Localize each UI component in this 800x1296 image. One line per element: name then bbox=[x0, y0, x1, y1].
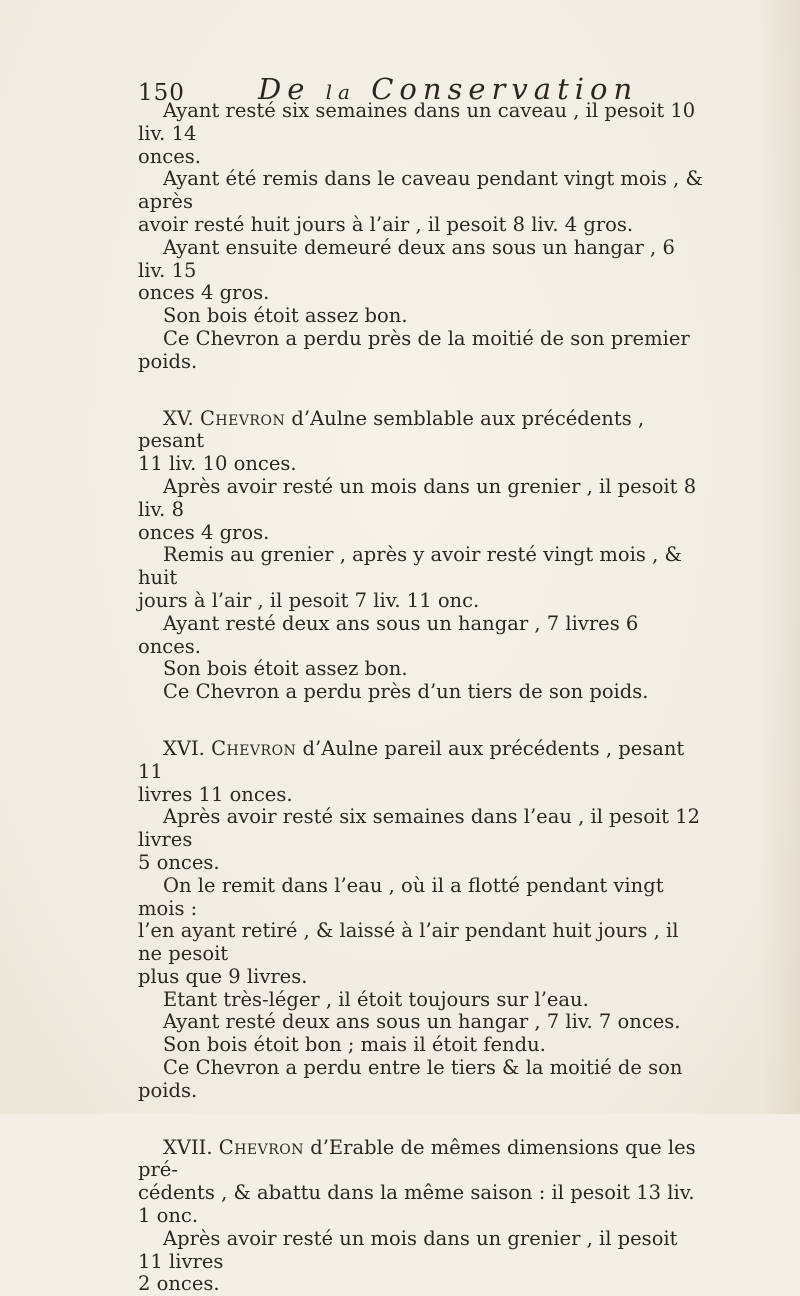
paragraph-2 bbox=[138, 168, 704, 236]
body-text bbox=[138, 100, 704, 1296]
line: onces 4 gros. bbox=[138, 281, 270, 305]
section-keyword: Chevron bbox=[218, 1135, 305, 1159]
title-word-la: la bbox=[325, 80, 356, 104]
line: onces. bbox=[138, 144, 201, 168]
section-numeral: XVI. bbox=[163, 736, 205, 760]
line: Ayant resté deux ans sous un hangar , 7 livres 6 onces. bbox=[138, 611, 639, 658]
line: avoir resté huit jours à l’air , il pesoit 8 liv. 4 gros. bbox=[138, 212, 634, 236]
section-heading-line bbox=[138, 738, 704, 784]
line: 5 onces. bbox=[138, 850, 220, 874]
section-numeral: XV. bbox=[163, 406, 194, 430]
line: Ce Chevron a perdu près d’un tiers de son poids. bbox=[163, 680, 649, 704]
section-numeral: XVII. bbox=[163, 1135, 213, 1159]
paragraph-4 bbox=[138, 305, 704, 328]
paragraph-5 bbox=[138, 328, 704, 374]
section-keyword: Chevron bbox=[211, 736, 297, 760]
page-number: 150 bbox=[138, 80, 185, 106]
line: d’Aulne pareil aux précédents , pesant 11 bbox=[138, 736, 685, 783]
line: Ayant été remis dans le caveau pendant vingt mois , & après bbox=[138, 167, 703, 214]
section-gap bbox=[138, 374, 704, 408]
line: Après avoir resté six semaines dans l’eau , il pesoit 12 livres bbox=[138, 805, 701, 852]
page-edge-shading bbox=[760, 0, 800, 1114]
line: Ayant resté deux ans sous un hangar , 7 liv. 7 onces. bbox=[163, 1010, 681, 1034]
line: d’Aulne semblable aux précédents , pesant bbox=[138, 406, 645, 453]
line: onces 4 gros. bbox=[138, 520, 270, 544]
line: cédents , & abattu dans la même saison : il pesoit 13 liv. 1 onc. bbox=[138, 1181, 695, 1228]
section-gap bbox=[138, 704, 704, 738]
title-word-de: De bbox=[258, 72, 311, 106]
line: jours à l’air , il pesoit 7 liv. 11 onc. bbox=[138, 588, 480, 612]
paragraph-1 bbox=[138, 100, 704, 168]
section-xv bbox=[138, 408, 704, 704]
line: Ayant ensuite demeuré deux ans sous un hangar , 6 liv. 15 bbox=[138, 235, 675, 282]
line: Ayant resté six semaines dans un caveau , il pesoit 10 liv. 14 bbox=[138, 99, 696, 145]
line: Son bois étoit assez bon. bbox=[163, 304, 408, 328]
line: Ce Chevron a perdu près de la moitié de son premier bbox=[163, 326, 690, 350]
paragraph-3 bbox=[138, 237, 704, 305]
section-xvii bbox=[138, 1137, 704, 1296]
line: Son bois étoit assez bon. bbox=[163, 657, 408, 681]
title-word-conservation: Conservation bbox=[371, 72, 639, 106]
line: On le remit dans l’eau , où il a flotté pendant vingt mois : bbox=[138, 873, 664, 920]
section-heading-line bbox=[138, 408, 704, 454]
line: Ce Chevron a perdu entre le tiers & la moitié de son poids. bbox=[138, 1056, 683, 1102]
line: livres 11 onces. bbox=[138, 782, 293, 806]
section-xvi bbox=[138, 738, 704, 1103]
line: Après avoir resté un mois dans un grenier , il pesoit 8 liv. 8 bbox=[138, 474, 697, 521]
section-heading-line bbox=[138, 1137, 704, 1183]
line: Après avoir resté un mois dans un grenier , il pesoit 11 livres bbox=[138, 1226, 678, 1273]
line: plus que 9 livres. bbox=[138, 964, 308, 988]
line: Son bois étoit bon ; mais il étoit fendu. bbox=[163, 1033, 546, 1057]
line: Remis au grenier , après y avoir resté vingt mois , & huit bbox=[138, 543, 682, 590]
line: Etant très-léger , il étoit toujours sur l’eau. bbox=[163, 987, 589, 1011]
section-gap bbox=[138, 1103, 704, 1137]
line: l’en ayant retiré , & laissé à l’air pendant huit jours , il ne pesoit bbox=[138, 919, 679, 966]
line: 11 liv. 10 onces. bbox=[138, 452, 297, 476]
line: poids. bbox=[138, 349, 198, 373]
line: d’Erable de mêmes dimensions que les pré- bbox=[138, 1135, 696, 1182]
section-keyword: Chevron bbox=[199, 406, 286, 430]
line: 2 onces. bbox=[138, 1272, 220, 1296]
